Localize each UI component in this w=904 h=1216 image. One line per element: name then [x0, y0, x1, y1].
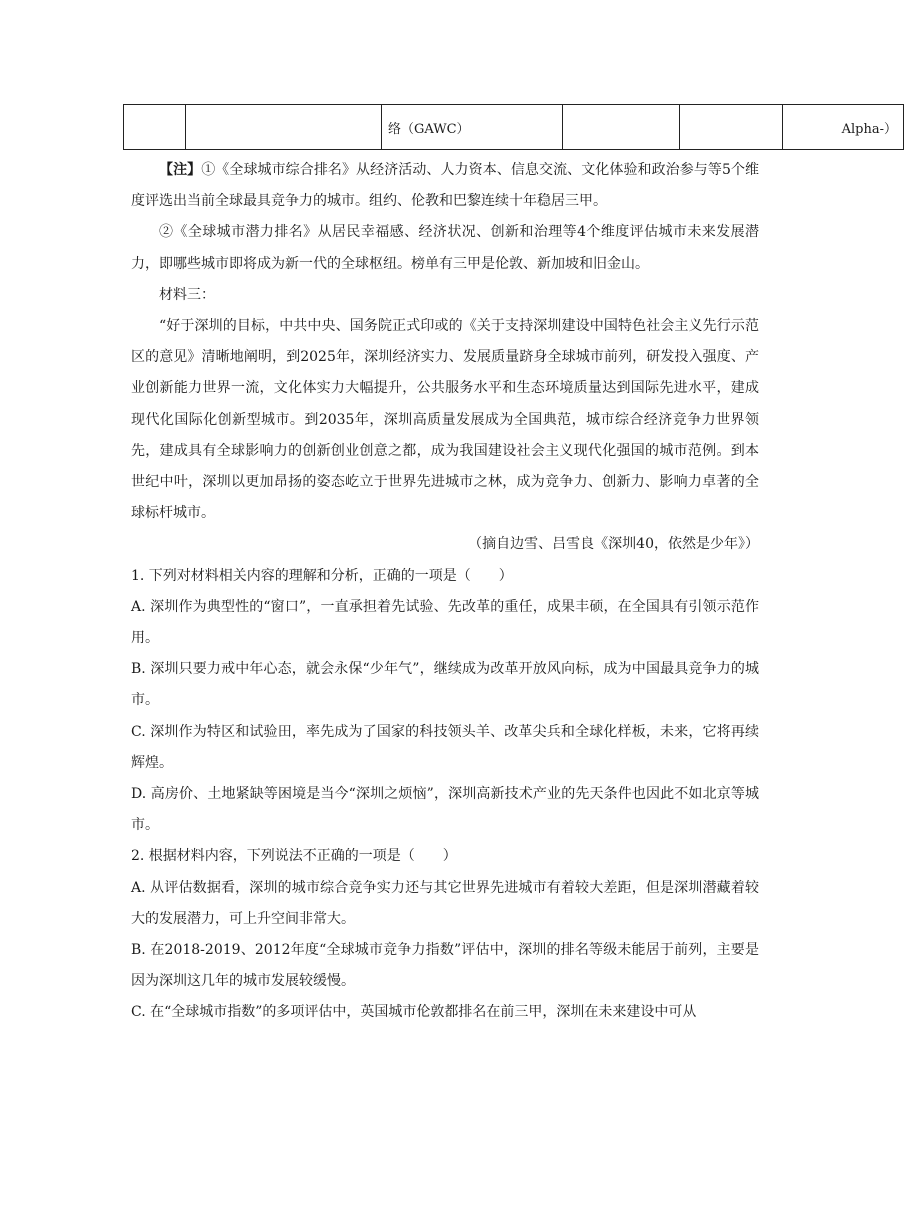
- note-label: 【注】: [159, 162, 202, 178]
- table-cell: [124, 105, 186, 150]
- question-1-option-a: A. 深圳作为典型性的“窗口”，一直承担着先试验、先改革的重任，成果丰硕，在全国具有引领示范作用。: [131, 598, 759, 647]
- question-1-option-d: D. 高房价、土地紧缺等困境是当今“深圳之烦恼”，深圳高新技术产业的先天条件也因此不如北京等城市。: [131, 786, 759, 834]
- question-1-option-c: C. 深圳作为特区和试验田，率先成为了国家的科技领头羊、改革尖兵和全球化样板，未来，它将再续辉煌。: [131, 723, 759, 771]
- question-2-stem: 2. 根据材料内容，下列说法不正确的一项是（ ）: [131, 848, 457, 865]
- table-cell: [563, 105, 680, 150]
- question-2-option-c: C. 在“全球城市指数”的多项评估中，英国城市伦敦都排名在前三甲，深圳在未来建设中可从: [131, 1004, 697, 1021]
- table-cell: [186, 105, 382, 150]
- material-3-heading: 材料三：: [159, 286, 215, 303]
- table-cell: Alpha-）: [783, 105, 904, 150]
- table-cell: 络（GAWC）: [382, 105, 563, 150]
- question-2-option-b: B. 在2018-2019、2012年度“全球城市竞争力指数”评估中，深圳的排名等级未能居于前列，主要是因为深圳这几年的城市发展较缓慢。: [131, 942, 759, 990]
- question-1-option-b: B. 深圳只要力戒中年心态，就会永保“少年气”，继续成为改革开放风向标，成为中国最具竞争力的城市。: [131, 661, 759, 709]
- material-3-source: （摘自边雪、吕雪良《深圳40，依然是少年》）: [468, 536, 759, 553]
- note-1: [131, 155, 759, 217]
- question-1-stem: 1. 下列对材料相关内容的理解和分析，正确的一项是（ ）: [131, 567, 513, 584]
- table-row: [124, 105, 904, 150]
- document-body: [131, 155, 759, 1029]
- table-cell: [680, 105, 783, 150]
- note-2: ②《全球城市潜力排名》从居民幸福感、经济状况、创新和治理等4个维度评估城市未来发展潜力，即哪些城市即将成为新一代的全球枢纽。榜单有三甲是伦敦、新加坡和旧金山。: [131, 224, 759, 272]
- note-1-text: ①《全球城市综合排名》从经济活动、人力资本、信息交流、文化体验和政治参与等5个维度评选出当前全球最具竞争力的城市。组约、伦教和巴黎连续十年稳居三甲。: [131, 162, 760, 210]
- material-3-body: “好于深圳的目标，中共中央、国务院正式印或的《关于支持深圳建设中国特色社会主义先行示范区的意见》清晰地阐明，到2025年，深圳经济实力、发展质量跻身全球城市前列，研发投入强度、产业创新能力世界一流，文化体实力大幅提升，公共服务水平和生态环境质量达到国际先进水平，建成现代化国际化创新型城市。到2035年，深圳高质量发展成为全国典范，城市综合经济竞争力世界领先，建成具有全球影响力的创新创业创意之都，成为我国建设社会主义现代化强国的城市范例。到本世纪中叶，深圳以更加昂扬的姿态屹立于世界先进城市之林，成为竞争力、创新力、影响力卓著的全球标杆城市。: [131, 318, 759, 522]
- question-2-option-a: A. 从评估数据看，深圳的城市综合竞争实力还与其它世界先进城市有着较大差距，但是深圳潜藏着较大的发展潜力，可上升空间非常大。: [131, 879, 759, 927]
- table-fragment: [123, 104, 904, 150]
